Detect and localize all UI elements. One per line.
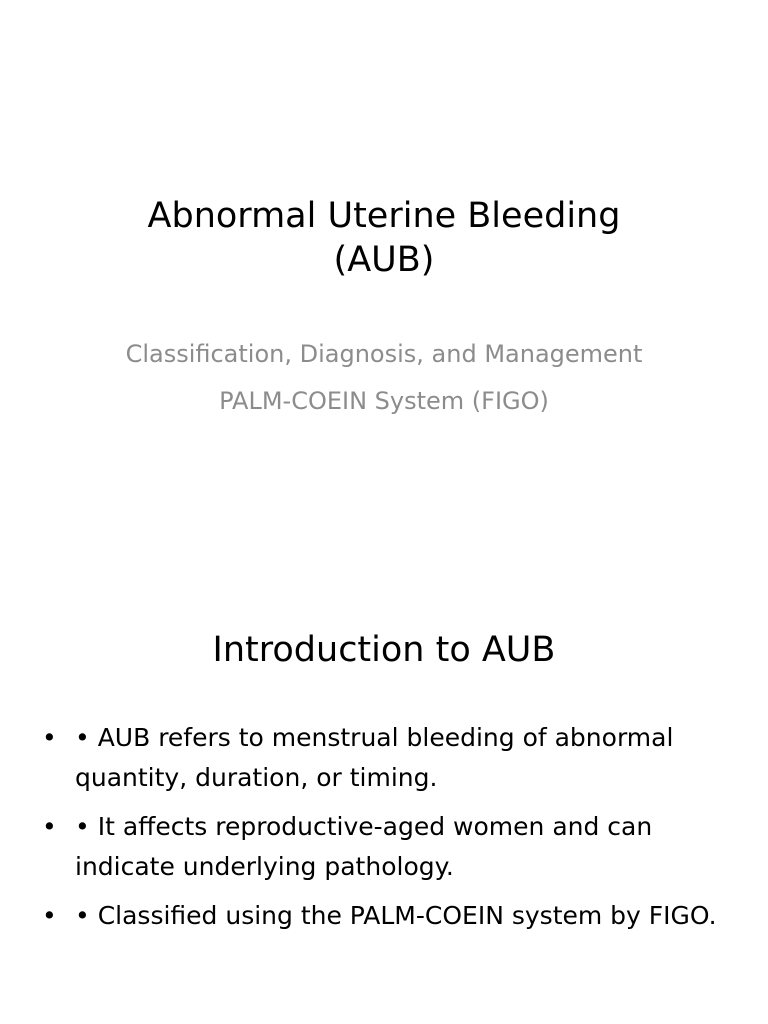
slide-title [90,194,678,282]
slide-subtitle [90,334,678,422]
list-item [40,807,740,887]
bullet-text: • AUB refers to menstrual bleeding of abnormal quantity, duration, or timing. [75,723,674,792]
bullet-marker-icon: • [42,901,57,930]
bullet-marker-icon: • [42,812,57,841]
bullet-list [40,718,740,945]
bullet-text: • Classified using the PALM-COEIN system by FIGO. [75,901,717,930]
slide-title-line-1: Abnormal Uterine Bleeding [147,196,621,236]
subtitle-line-2: PALM-COEIN System (FIGO) [219,387,549,415]
list-item [40,896,740,936]
list-item [40,718,740,798]
slide-title-line-2: (AUB) [333,240,435,280]
subtitle-line-1: Classification, Diagnosis, and Management [125,340,643,368]
bullet-text: • It affects reproductive-aged women and can indicate underlying pathology. [75,812,653,881]
bullet-marker-icon: • [42,723,57,752]
section-title: Introduction to AUB [212,630,556,670]
